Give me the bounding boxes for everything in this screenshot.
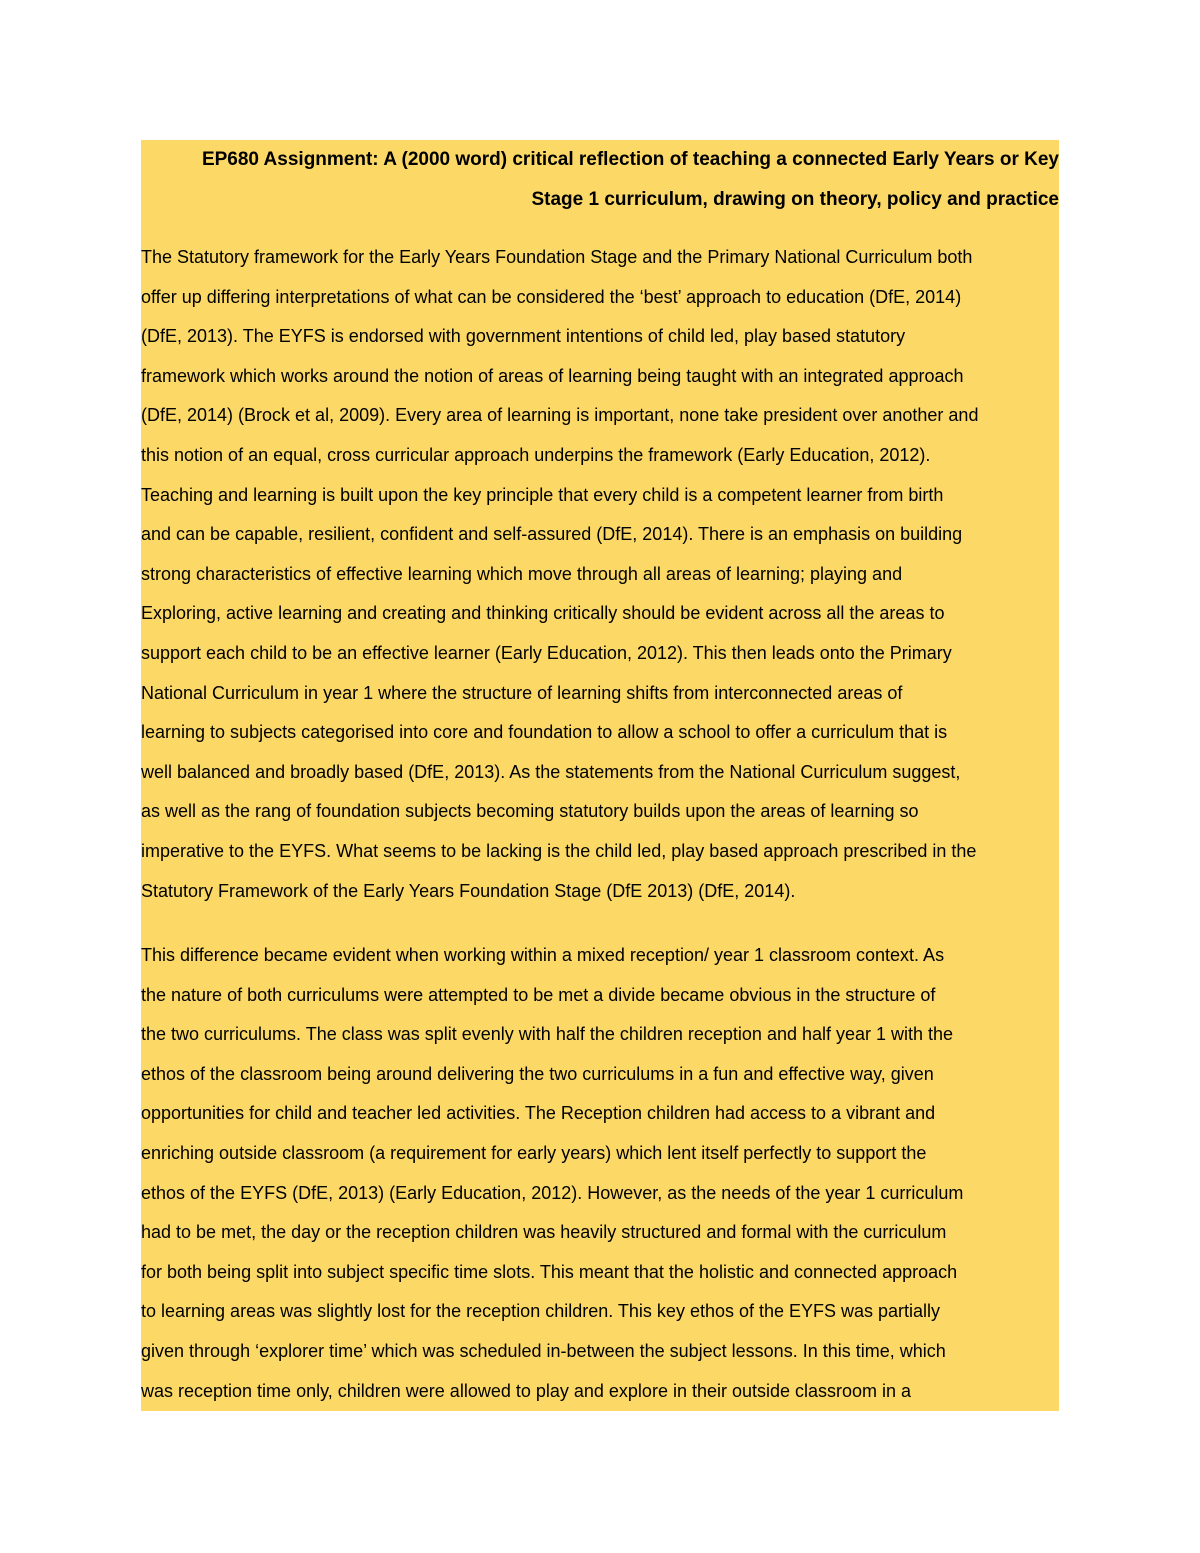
text-line: and can be capable, resilient, confident and self-assured (DfE, 2014). There is an emphasis on building — [141, 524, 963, 545]
text-line: framework which works around the notion of areas of learning being taught with an integrated approach — [141, 365, 964, 386]
text-line: This difference became evident when working within a mixed reception/ year 1 classroom context. As — [141, 945, 945, 965]
text-line: ethos of the classroom being around delivering the two curriculums in a fun and effective way, given — [141, 1063, 934, 1084]
text-line: enriching outside classroom (a requirement for early years) which lent itself perfectly to support the — [141, 1142, 927, 1163]
text-line: (DfE, 2014) (Brock et al, 2009). Every area of learning is important, none take president over another and — [141, 405, 979, 426]
paragraph-2 — [141, 936, 1059, 1411]
paragraph-1 — [141, 238, 1059, 911]
text-line: (DfE, 2013). The EYFS is endorsed with government intentions of child led, play based statutory — [141, 326, 906, 347]
title-line: Stage 1 curriculum, drawing on theory, policy and practice — [531, 189, 1059, 210]
text-line: strong characteristics of effective learning which move through all areas of learning; playing and — [141, 563, 903, 584]
text-line: had to be met, the day or the reception children was heavily structured and formal with the curriculum — [141, 1222, 947, 1243]
text-line: to learning areas was slightly lost for the reception children. This key ethos of the EYFS was partially — [141, 1301, 941, 1322]
text-line: as well as the rang of foundation subjects becoming statutory builds upon the areas of learning so — [141, 801, 919, 822]
text-line: Statutory Framework of the Early Years Foundation Stage (DfE 2013) (DfE, 2014). — [141, 880, 796, 901]
text-line: National Curriculum in year 1 where the structure of learning shifts from interconnected areas of — [141, 682, 903, 703]
text-line: Exploring, active learning and creating and thinking critically should be evident across all the areas to — [141, 603, 945, 624]
text-line: support each child to be an effective learner (Early Education, 2012). This then leads onto the Primary — [141, 642, 952, 663]
text-line: the two curriculums. The class was split evenly with half the children reception and half year 1 with the — [141, 1024, 954, 1045]
title-line: EP680 Assignment: A (2000 word) critical reflection of teaching a connected Early Years or Key — [201, 149, 1059, 170]
text-line: learning to subjects categorised into core and foundation to allow a school to offer a curriculum that is — [141, 722, 948, 743]
text-line: for both being split into subject specific time slots. This meant that the holistic and connected approach — [141, 1261, 958, 1282]
text-line: The Statutory framework for the Early Years Foundation Stage and the Primary National Curriculum both — [141, 247, 973, 267]
text-line: ethos of the EYFS (DfE, 2013) (Early Education, 2012). However, as the needs of the year 1 curriculum — [141, 1182, 964, 1203]
text-line: opportunities for child and teacher led activities. The Reception children had access to a vibrant and — [141, 1103, 936, 1124]
text-line: Teaching and learning is built upon the key principle that every child is a competent learner from birth — [141, 484, 944, 505]
text-line: the nature of both curriculums were attempted to be met a divide became obvious in the structure of — [141, 984, 936, 1005]
text-line: this notion of an equal, cross curricular approach underpins the framework (Early Education, 2012). — [141, 444, 931, 465]
assignment-title — [141, 140, 1059, 220]
text-line: well balanced and broadly based (DfE, 2013). As the statements from the National Curriculum suggest, — [141, 761, 961, 782]
text-line: was reception time only, children were allowed to play and explore in their outside classroom in a — [141, 1380, 912, 1401]
text-line: given through ‘explorer time’ which was scheduled in-between the subject lessons. In this time, which — [141, 1340, 946, 1361]
text-line: imperative to the EYFS. What seems to be lacking is the child led, play based approach prescribed in the — [141, 840, 977, 861]
text-line: offer up differing interpretations of what can be considered the ‘best’ approach to education (DfE, 2014) — [141, 286, 962, 307]
